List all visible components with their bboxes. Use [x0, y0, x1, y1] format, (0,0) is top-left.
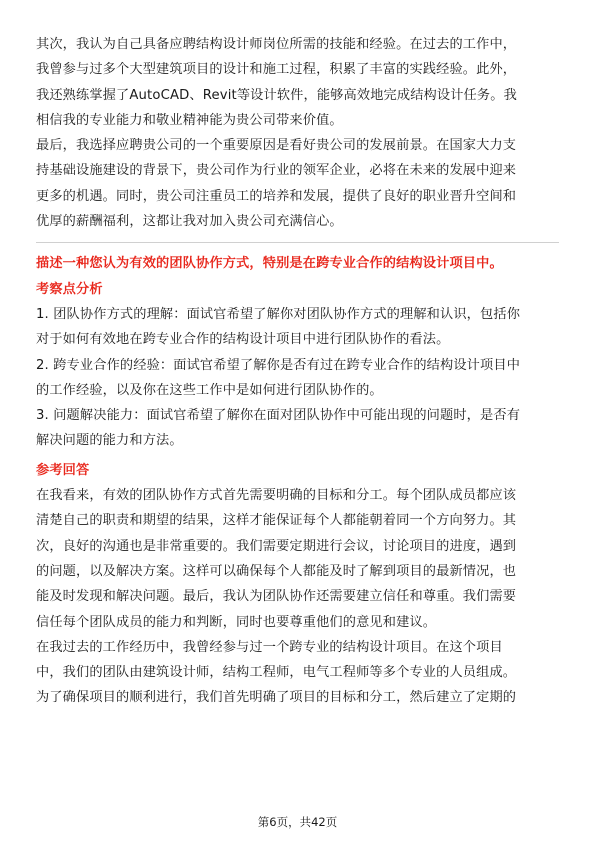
text-line: 其次，我认为自己具备应聘结构设计师岗位所需的技能和经验。在过去的工作中，: [36, 37, 517, 52]
text-line: 对于如何有效地在跨专业合作的结构设计项目中进行团队协作的看法。: [36, 332, 450, 348]
text-line: 的问题，以及解决方案。这样可以确保每个人都能及时了解到项目的最新情况，也: [36, 563, 517, 579]
page-number: 第6页，共42页: [257, 815, 338, 829]
text-line: 优厚的薪酬福利，这都让我对加入贵公司充满信心。: [36, 214, 343, 230]
answer-paragraph: [36, 483, 559, 635]
text-line: 相信我的专业能力和敬业精神能为贵公司带来价值。: [36, 112, 343, 128]
text-line: 的工作经验，以及你在这些工作中是如何进行团队协作的。: [36, 382, 383, 398]
section-divider: [36, 242, 559, 243]
text-line: 在我过去的工作经历中，我曾经参与过一个跨专业的结构设计项目。在这个项目: [36, 639, 503, 655]
text-line: 中，我们的团队由建筑设计师，结构工程师，电气工程师等多个专业的人员组成。: [36, 665, 517, 681]
text-line: 1. 团队协作方式的理解：面试官希望了解你对团队协作方式的理解和认识，包括你: [36, 306, 521, 322]
text-line: 次，良好的沟通也是非常重要的。我们需要定期进行会议，讨论项目的进度，遇到: [36, 538, 517, 554]
text-line: 在我看来，有效的团队协作方式首先需要明确的目标和分工。每个团队成员都应该: [36, 488, 517, 504]
text-line: 3. 问题解决能力：面试官希望了解你在面对团队协作中可能出现的问题时，是否有: [36, 408, 521, 424]
intro-paragraph: [36, 32, 559, 133]
text-line: 2. 跨专业合作的经验：面试官希望了解你是否有过在跨专业合作的结构设计项目中: [36, 357, 521, 373]
text-line: 解决问题的能力和方法。: [36, 433, 183, 449]
answer-heading: 参考回答: [36, 462, 90, 478]
text-line: 持基础设施建设的背景下，贵公司作为行业的领军企业，必将在未来的发展中迎来: [36, 163, 517, 179]
text-line: 为了确保项目的顺利进行，我们首先明确了项目的目标和分工，然后建立了定期的: [36, 690, 517, 706]
analysis-item: [36, 353, 559, 404]
analysis-item: [36, 302, 559, 353]
analysis-item: [36, 403, 559, 454]
text-line: 更多的机遇。同时，贵公司注重员工的培养和发展，提供了良好的职业晋升空间和: [36, 188, 517, 204]
question-title: 描述一种您认为有效的团队协作方式，特别是在跨专业合作的结构设计项目中。: [36, 256, 503, 272]
text-line: 信任每个团队成员的能力和判断，同时也要尊重他们的意见和建议。: [36, 614, 437, 630]
intro-paragraph: [36, 133, 559, 234]
text-line: 能及时发现和解决问题。最后，我认为团队协作还需要建立信任和尊重。我们需要: [36, 589, 517, 605]
text-line: 清楚自己的职责和期望的结果，这样才能保证每个人都能朝着同一个方向努力。其: [36, 513, 517, 529]
analysis-heading: 考察点分析: [36, 281, 103, 297]
text-line: 我曾参与过多个大型建筑项目的设计和施工过程，积累了丰富的实践经验。此外，: [36, 62, 517, 78]
analysis-list: [36, 302, 559, 454]
text-line: 我还熟练掌握了AutoCAD、Revit等设计软件，能够高效地完成结构设计任务。我: [36, 87, 517, 103]
page-content: [36, 32, 559, 711]
answer-paragraph: [36, 635, 559, 711]
text-line: 最后，我选择应聘贵公司的一个重要原因是看好贵公司的发展前景。在国家大力支: [36, 138, 517, 154]
